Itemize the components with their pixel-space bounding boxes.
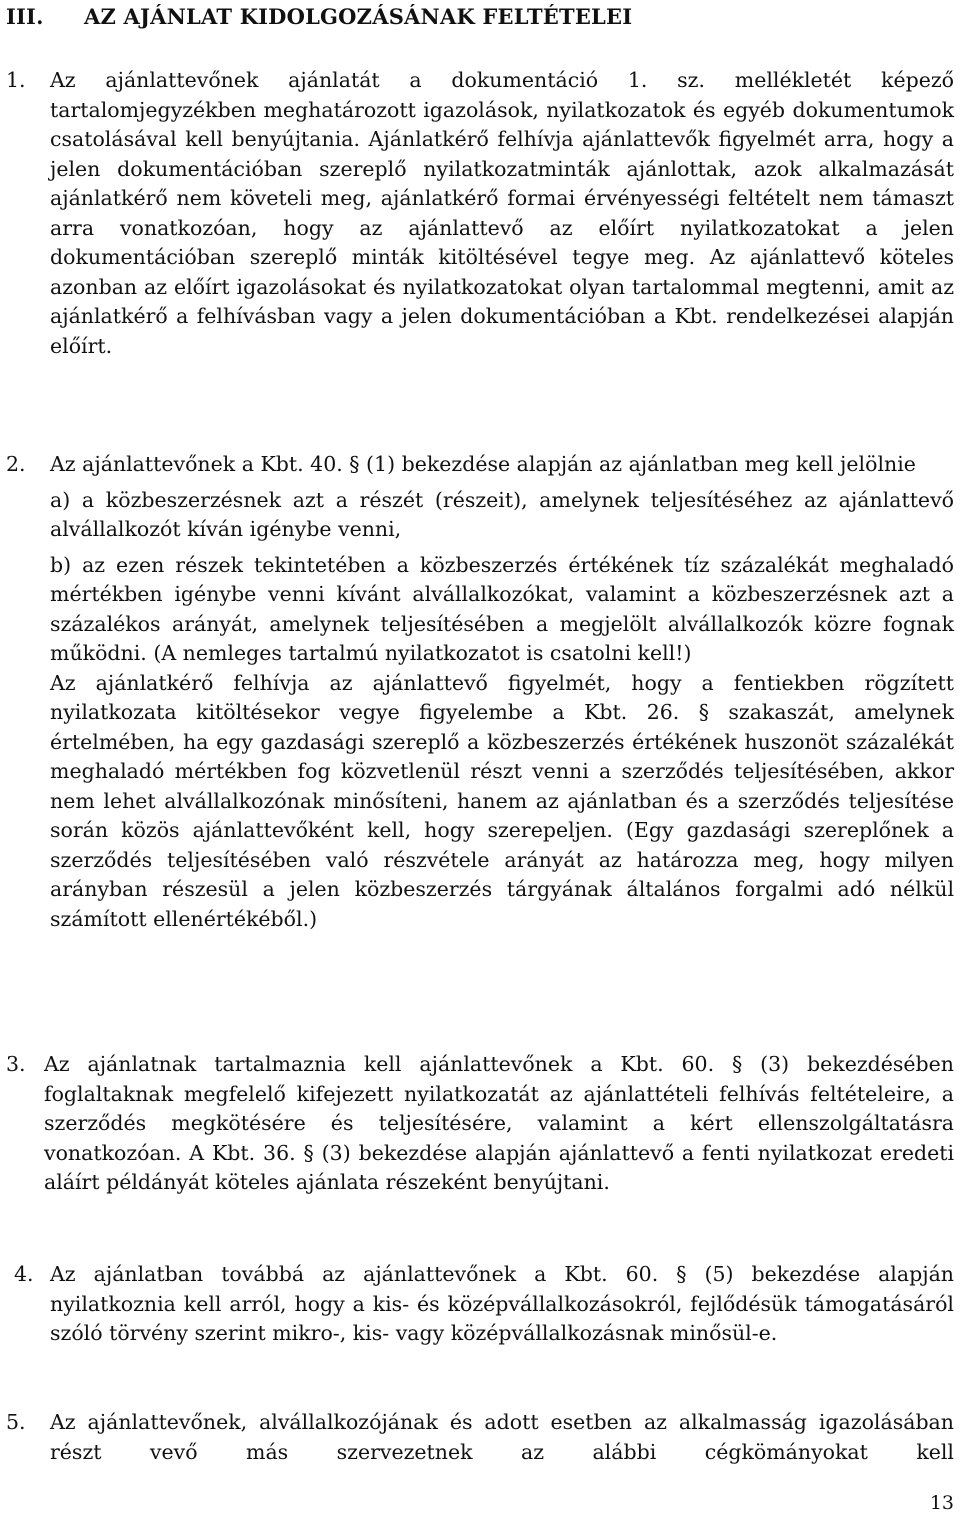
item-text: Az ajánlatnak tartalmaznia kell ajánlattevőnek a Kbt. 60. § (3) bekezdésében foglaltaknak megfelelő kifejezett nyilatkozatát az ajánlattételi felhívás feltételeire, a szerződés megkötésére és teljesítésére, valamint a kért ellenszolgáltatásra vonatkozóan. A Kbt. 36. § (3) bekezdése alapján ajánlattevő a fenti nyilatkozat eredeti aláírt példányát köteles ajánlata részeként benyújtani. bbox=[44, 1052, 954, 1194]
item-number: 2. bbox=[6, 452, 26, 476]
page-number: 13 bbox=[929, 1492, 954, 1514]
item-number: 5. bbox=[6, 1410, 26, 1434]
item-text: Az ajánlattevőnek, alvállalkozójának és adott esetben az alkalmasság igazolásában részt vevő más szervezetnek az alábbi cégkömányokat kell bbox=[50, 1410, 954, 1464]
item-subpoint-a: a) a közbeszerzésnek azt a részét (részeit), amelynek teljesítéséhez az ajánlattevő alvállalkozót kíván igénybe venni, bbox=[50, 487, 954, 541]
item-number: 1. bbox=[6, 68, 26, 92]
section-heading bbox=[6, 4, 632, 30]
item-number: 3. bbox=[6, 1052, 26, 1076]
section-number: III. bbox=[6, 4, 44, 29]
item-text: Az ajánlatban továbbá az ajánlattevőnek a Kbt. 60. § (5) bekezdése alapján nyilatkoznia kell arról, hogy a kis- és középvállalkozásokról, fejlődésük támogatásáról szóló törvény szerint mikro-, kis- vagy középvállalkozásnak minősül-e. bbox=[50, 1262, 954, 1345]
section-title: AZ AJÁNLAT KIDOLGOZÁSÁNAK FELTÉTELEI bbox=[84, 4, 633, 29]
item-text: Az ajánlattevőnek a Kbt. 40. § (1) bekezdése alapján az ajánlatban meg kell jelölnie bbox=[50, 452, 916, 476]
item-text: Az ajánlattevőnek ajánlatát a dokumentáció 1. sz. mellékletét képező tartalomjegyzékben meghatározott igazolások, nyilatkozatok és egyéb dokumentumok csatolásával kell benyújtania. Ajánlatkérő felhívja ajánlattevők figyelmét arra, hogy a jelen dokumentációban szereplő nyilatkozatminták ajánlottak, azok alkalmazását ajánlatkérő nem követeli meg, ajánlatkérő formai érvényességi feltételt nem támaszt arra vonatkozóan, hogy az ajánlattevő az előírt nyilatkozatokat a jelen dokumentációban szereplő minták kitöltésével tegye meg. Az ajánlattevő köteles azonban az előírt igazolásokat és nyilatkozatokat olyan tartalommal megtenni, amit az ajánlatkérő a felhívásban vagy a jelen dokumentációban a Kbt. rendelkezései alapján előírt. bbox=[50, 68, 954, 358]
item-subpoint-b: b) az ezen részek tekintetében a közbeszerzés értékének tíz százalékát meghaladó mértékben igénybe venni kívánt alvállalkozókat, valamint a közbeszerzésnek azt a százalékos arányát, amelynek teljesítésében a megjelölt alvállalkozók közre fognak működni. (A nemleges tartalmú nyilatkozatot is csatolni kell!) bbox=[50, 552, 954, 665]
item-note: Az ajánlatkérő felhívja az ajánlattevő figyelmét, hogy a fentiekben rögzített nyilatkozata kitöltésekor vegye figyelembe a Kbt. 26. § szakaszát, amelynek értelmében, ha egy gazdasági szereplő a közbeszerzés értékének huszonöt százalékát meghaladó mértékben fog közvetlenül részt venni a szerződés teljesítésében, akkor nem lehet alvállalkozónak minősíteni, hanem az ajánlatban és a szerződés teljesítése során közös ajánlattevőként kell, hogy szerepeljen. (Egy gazdasági szereplőnek a szerződés teljesítésében való részvétele arányát az határozza meg, hogy milyen arányban részesül a jelen közbeszerzés tárgyának általános forgalmi adó nélkül számított ellenértékéből.) bbox=[50, 670, 954, 931]
item-number: 4. bbox=[14, 1262, 34, 1286]
